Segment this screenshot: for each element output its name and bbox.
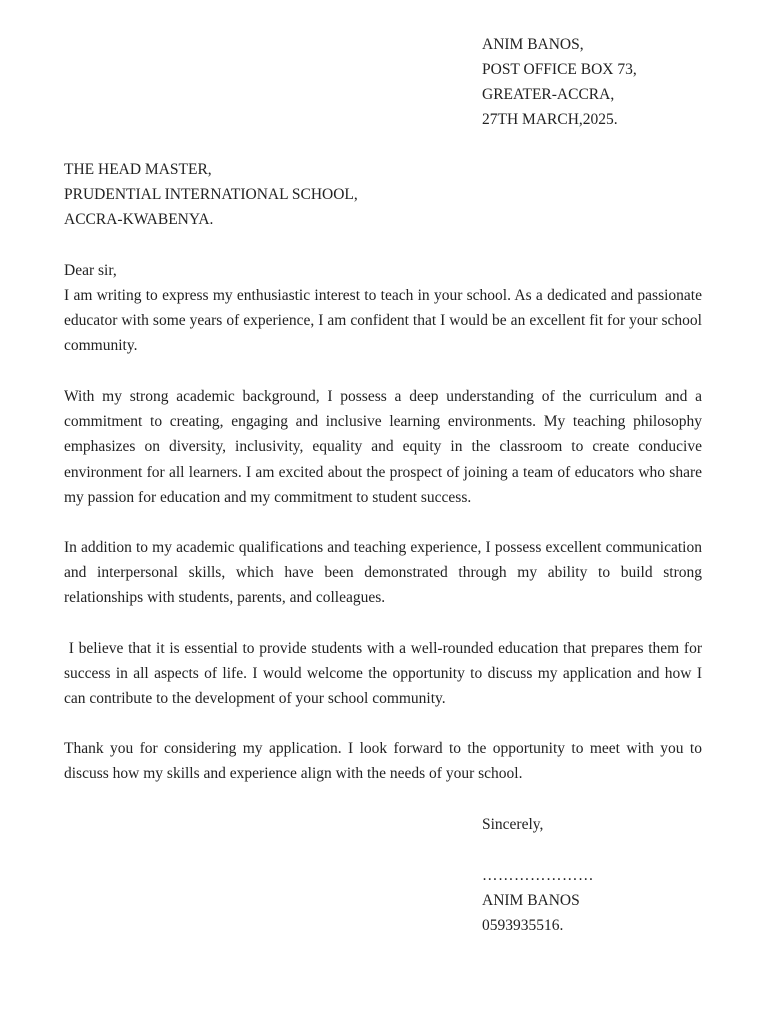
sender-name: ANIM BANOS, <box>482 36 584 53</box>
signature-line: ………………… <box>482 867 594 884</box>
recipient-school: PRUDENTIAL INTERNATIONAL SCHOOL, <box>64 186 358 203</box>
signatory-phone: 0593935516. <box>482 917 564 934</box>
letter-date: 27TH MARCH,2025. <box>482 111 618 128</box>
sender-address-line2: GREATER-ACCRA, <box>482 86 615 103</box>
body-paragraph-1: I am writing to express my enthusiastic interest to teach in your school. As a dedicated and passionate educator with some years of experience, I am confident that I would be an excellent fit for your school community. <box>64 287 702 355</box>
sign-off: Sincerely, <box>482 816 544 833</box>
body-paragraph-4: I believe that it is essential to provide students with a well-rounded education that prepares them for success in all aspects of life. I would welcome the opportunity to discuss my application and how I can contribute to the development of your school community. <box>64 640 706 708</box>
recipient-title: THE HEAD MASTER, <box>64 161 212 178</box>
sender-address-line1: POST OFFICE BOX 73, <box>482 61 637 78</box>
body-paragraph-5: Thank you for considering my application. I look forward to the opportunity to meet with you to discuss how my skills and experience align with the needs of your school. <box>64 740 702 783</box>
salutation: Dear sir, <box>64 262 117 279</box>
signatory-name: ANIM BANOS <box>482 892 580 909</box>
body-paragraph-2: With my strong academic background, I possess a deep understanding of the curriculum and a commitment to creating, engaging and inclusive learning environments. My teaching philosophy emphasizes on diversity, inclusivity, equality and equity in the classroom to create conducive environment for all learners. I am excited about the prospect of joining a team of educators who share my passion for education and my commitment to student success. <box>64 388 702 506</box>
recipient-location: ACCRA-KWABENYA. <box>64 211 214 228</box>
body-paragraph-3: In addition to my academic qualifications and teaching experience, I possess excellent communication and interpersonal skills, which have been demonstrated through my ability to build strong relationships with students, parents, and colleagues. <box>64 539 702 607</box>
